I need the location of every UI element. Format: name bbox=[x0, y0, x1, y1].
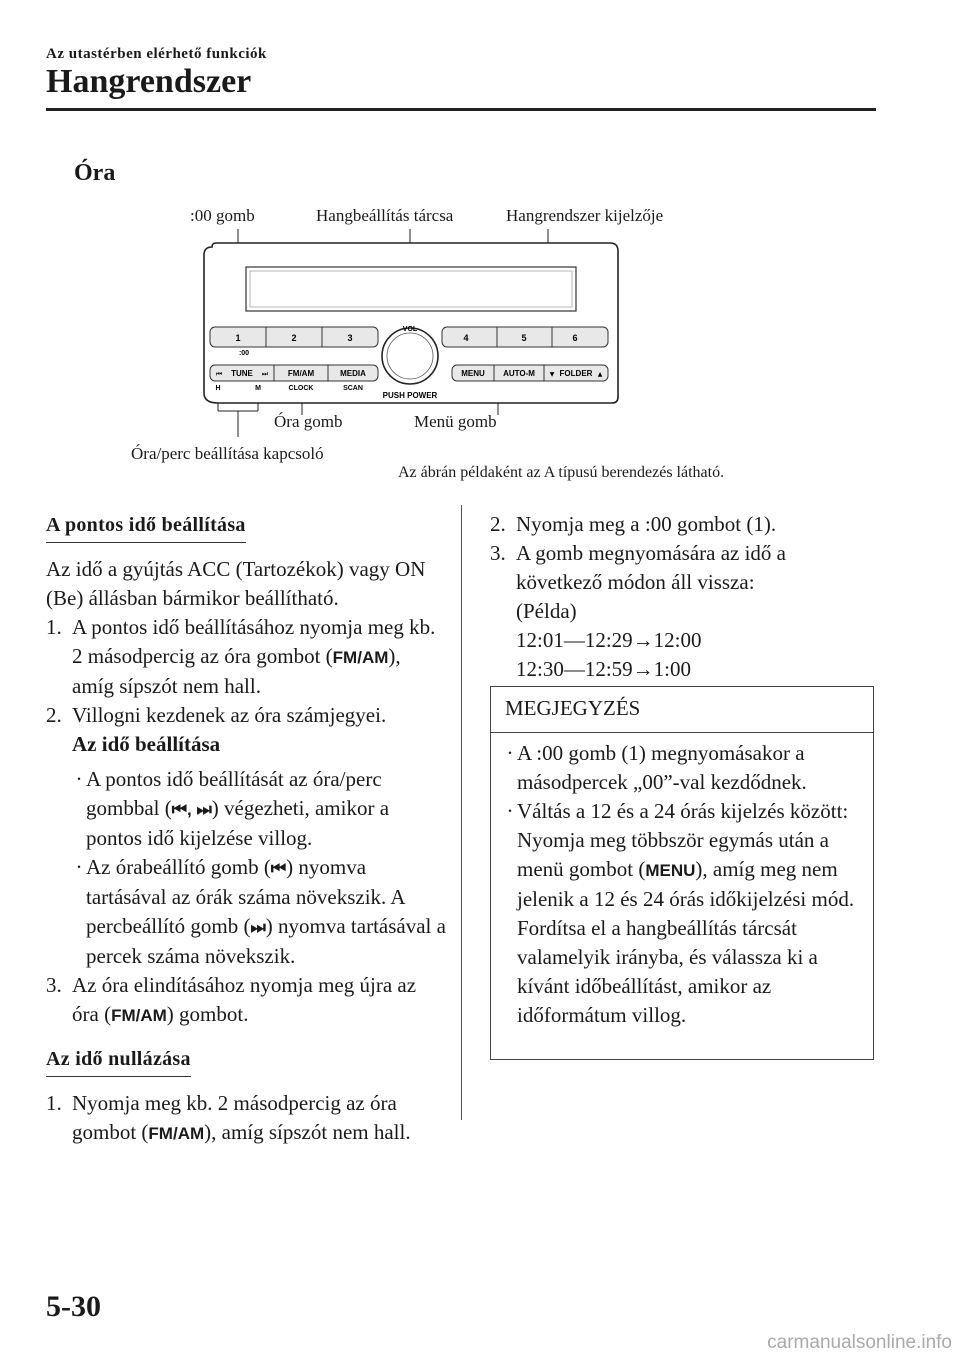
page-number: 5-30 bbox=[46, 1290, 101, 1323]
volume-knob bbox=[382, 328, 438, 384]
menu-label: MENU bbox=[461, 369, 485, 378]
seek-icons: ⏮, ⏭ bbox=[171, 800, 212, 819]
right-column bbox=[490, 510, 870, 684]
label-clock-button: Óra gomb bbox=[274, 412, 343, 431]
folder-up-icon: ▲ bbox=[597, 371, 603, 378]
audio-unit-illustration bbox=[190, 225, 640, 440]
fm-am-label: FM/AM bbox=[287, 369, 315, 378]
bullet-1: · A pontos idő beállítását az óra/perc gombbal (⏮, ⏭) végezheti, amikor a pontos idő kijelzése villog. bbox=[75, 767, 390, 850]
preset-3-label: 3 bbox=[347, 333, 353, 343]
header-rule bbox=[46, 108, 876, 111]
example-label: (Példa) bbox=[516, 599, 577, 623]
section-header: Az utastérben elérhető funkciók bbox=[46, 46, 267, 62]
media-label: MEDIA bbox=[340, 369, 366, 378]
preset-6-label: 6 bbox=[572, 333, 578, 343]
heading-reset-time: Az idő nullázása bbox=[46, 1045, 191, 1077]
note-box bbox=[490, 686, 874, 1060]
intro-text: Az idő a gyújtás ACC (Tartozékok) vagy ON (Be) állásban bármikor beállítható. bbox=[46, 557, 426, 610]
m-label: M bbox=[255, 385, 261, 392]
seek-back-icon: ⏮ bbox=[215, 370, 223, 378]
seek-back-icon: ⏮ bbox=[270, 859, 287, 878]
fm-am-key-icon: FM/AM bbox=[148, 1124, 205, 1143]
note-bullet-2: · Váltás a 12 és a 24 órás kijelzés között: Nyomja meg többször egymás után a menü gombot (MENU), amíg meg nem jelenik a 12 és 24 órás időkijelzési mód. Fordítsa el a hangbeállítás tárcsát valamelyik irányba, és válassza ki a kívánt időbeállítást, amikor az időformátum villog. bbox=[506, 799, 855, 1027]
preset-4-label: 4 bbox=[463, 333, 469, 343]
step-3: 3. Az óra elindításához nyomja meg újra az óra (FM/AM) gombot. bbox=[46, 973, 417, 1026]
reset-step-3: 3. A gomb megnyomására az idő a következő módon áll vissza: (Példa) 12:01―12:29→12:00 12:30―12:59→1:00 bbox=[490, 541, 787, 681]
push-power-label: PUSH POWER bbox=[382, 391, 438, 400]
vol-label: VOL bbox=[402, 326, 418, 333]
auto-m-label: AUTO-M bbox=[503, 369, 535, 378]
scan-label: SCAN bbox=[343, 385, 363, 392]
section-title: Óra bbox=[74, 160, 116, 186]
note-bullet-1: · A :00 gomb (1) megnyomásakor a másodpercek „00”-val kezdődnek. bbox=[506, 741, 807, 794]
seek-forward-icon: ⏭ bbox=[261, 370, 269, 378]
step-1: 1. A pontos idő beállításához nyomja meg kb. 2 másodpercig az óra gombot (FM/AM), amíg sípszót nem hall. bbox=[46, 615, 436, 698]
preset-1-label: 1 bbox=[235, 333, 241, 343]
left-column bbox=[46, 510, 446, 1148]
sub-heading-set-time: Az idő beállítása bbox=[72, 732, 221, 756]
reset-step-1: 1. Nyomja meg kb. 2 másodpercig az óra gombot (FM/AM), amíg sípszót nem hall. bbox=[46, 1091, 411, 1144]
heading-set-time: A pontos idő beállítása bbox=[46, 511, 246, 543]
folder-down-icon: ▼ bbox=[549, 371, 555, 378]
display-screen bbox=[246, 267, 576, 311]
fm-am-key-icon: FM/AM bbox=[111, 1006, 167, 1025]
menu-key-icon: MENU bbox=[645, 861, 696, 880]
example-line-2: 12:30―12:59→1:00 bbox=[516, 657, 692, 681]
label-zero-button: :00 gomb bbox=[190, 206, 255, 225]
fm-am-key-icon: FM/AM bbox=[332, 648, 389, 667]
label-hour-min-switch: Óra/perc beállítása kapcsoló bbox=[131, 444, 324, 463]
figure-caption: Az ábrán példaként az A típusú berendezés látható. bbox=[398, 464, 725, 481]
label-display: Hangrendszer kijelzője bbox=[506, 206, 664, 225]
bullet-2: · Az órabeállító gomb (⏮) nyomva tartásával az órák száma növekszik. A percbeállító gomb (⏭) nyomva tartásával a percek száma növekszik. bbox=[75, 855, 446, 968]
label-sound-dial: Hangbeállítás tárcsa bbox=[316, 206, 454, 225]
label-menu-button: Menü gomb bbox=[414, 412, 497, 431]
column-divider bbox=[461, 505, 462, 1120]
watermark: carmanualsonline.info bbox=[767, 1332, 952, 1353]
example-line-1: 12:01―12:29→12:00 bbox=[516, 628, 702, 652]
reset-step-2: 2. Nyomja meg a :00 gombot (1). bbox=[490, 512, 777, 536]
zero-sub-label: :00 bbox=[238, 350, 250, 357]
seek-forward-icon: ⏭ bbox=[250, 918, 266, 937]
preset-5-label: 5 bbox=[521, 333, 527, 343]
chapter-title: Hangrendszer bbox=[46, 63, 252, 100]
step-2: 2. Villogni kezdenek az óra számjegyei. Az idő beállítása bbox=[46, 703, 387, 756]
clock-label: CLOCK bbox=[288, 385, 314, 392]
h-label: H bbox=[215, 385, 221, 392]
note-title: MEGJEGYZÉS bbox=[491, 687, 873, 733]
folder-label: FOLDER bbox=[559, 369, 593, 378]
tune-label: TUNE bbox=[231, 369, 253, 378]
preset-2-label: 2 bbox=[291, 333, 297, 343]
